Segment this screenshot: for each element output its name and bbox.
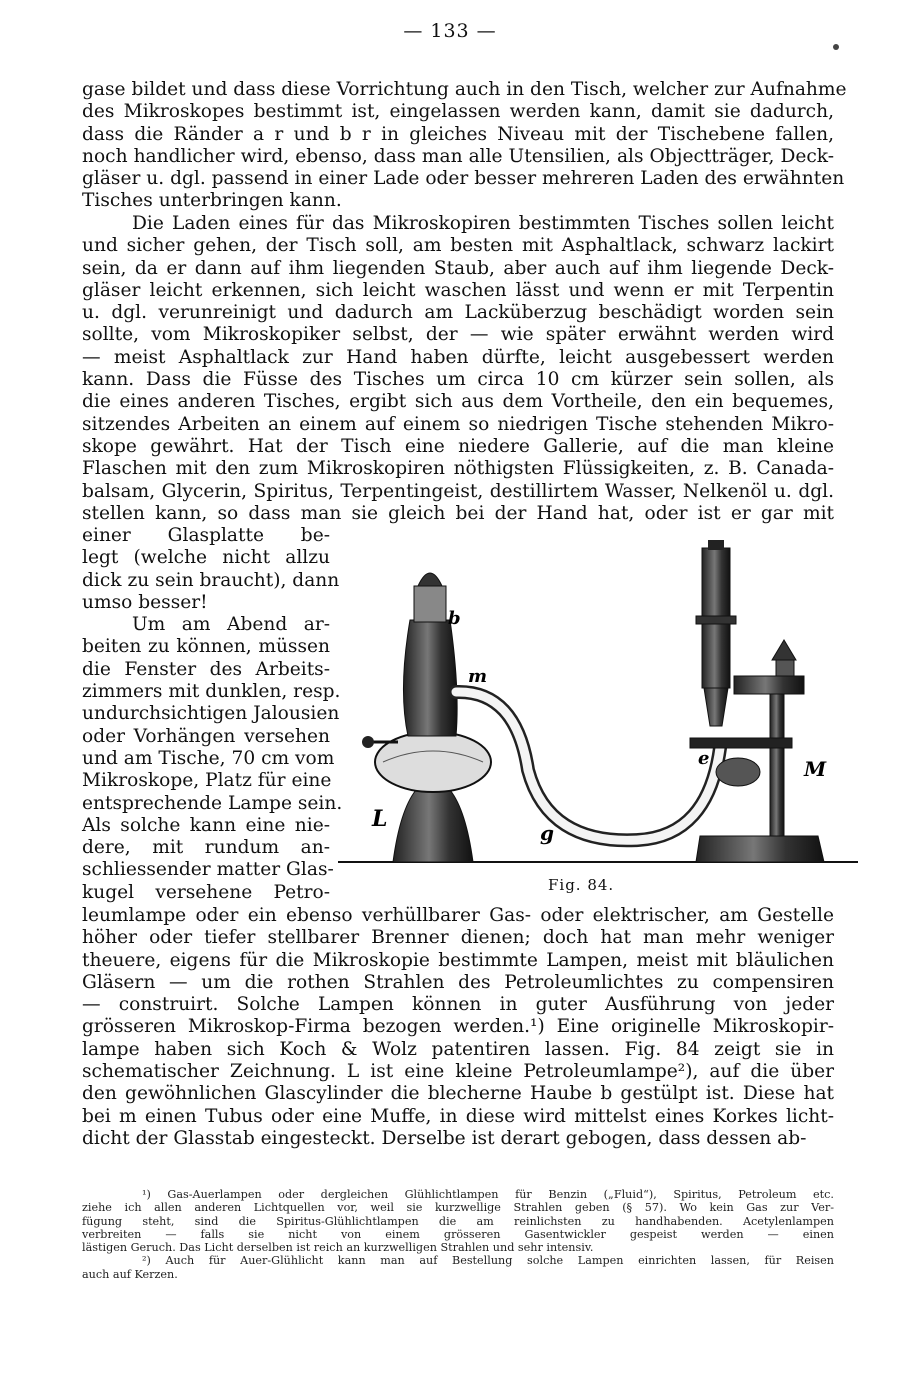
text-line: theuere, eigens für die Mikroskopie bestimmte Lampen, meist mit bläulichen [82,949,834,971]
text-line: gase bildet und dass diese Vorrichtung auch in den Tisch, welcher zur Aufnahme [82,79,847,100]
mirror-shape [716,758,760,786]
paragraph-2 [82,213,834,525]
footnote-line: ²) Auch für Auer-Glühlicht kann man auf Bestellung solche Lampen einrichten lassen, für Reisen [142,1254,834,1268]
text-line: skope gewährt. Hat der Tisch eine niedere Gallerie, auf die man kleine [82,435,834,457]
text-line: den gewöhnlichen Glascylinder die blecherne Haube b gestülpt ist. Diese hat [82,1083,834,1105]
text-line: beiten zu können, müssen [82,636,330,658]
text-line: einer Glasplatte be- [82,525,330,546]
text-line: sitzendes Arbeiten an einem auf einem so niedrigen Tische stehenden Mikro- [82,413,834,435]
text-line: Die Laden eines für das Mikroskopiren bestimmten Tisches sollen leicht [132,213,834,234]
text-line: und am Tische, 70 cm vom [82,747,335,769]
text-line: noch handlicher wird, ebenso, dass man alle Utensilien, als Objectträger, Deck- [82,145,834,167]
paragraph-3 [82,905,834,1150]
text-line: zimmers mit dunklen, resp. [82,681,341,703]
text-line: dere, mit rundum an- [82,837,330,859]
text-line: legt (welche nicht allzu [82,547,330,569]
figure-label-L: L [372,806,388,832]
text-line: sein, da er dann auf ihm liegenden Staub, aber auch auf ihm liegende Deck- [82,257,834,279]
lamp-base-shape [393,790,473,862]
figure-label-e: e [698,748,710,769]
ink-dot [833,44,839,50]
microscope-base-shape [696,836,824,862]
footnote-line: lästigen Geruch. Das Licht derselben ist reich an kurzwelligen Strahlen und sehr intensiv. [82,1241,594,1255]
footnote-line: auch auf Kerzen. [82,1267,178,1281]
text-line: leumlampe oder ein ebenso verhüllbarer Gas- oder elektrischer, am Gestelle [82,905,834,926]
text-line: entsprechende Lampe sein. [82,792,343,814]
text-line: Um am Abend ar- [132,614,330,636]
footnote-line: ¹) Gas-Auerlampen oder dergleichen Glühlichtlampen für Benzin („Fluid“), Spiritus, Petroleum etc. [142,1188,834,1201]
text-line: lampe haben sich Koch & Wolz patentiren lassen. Fig. 84 zeigt sie in [82,1038,834,1060]
text-line: des Mikroskopes bestimmt ist, eingelassen werden kann, damit sie dadurch, [82,101,834,123]
narrow-column-text [82,525,343,904]
text-line: und sicher gehen, der Tisch soll, am besten mit Asphaltlack, schwarz lackirt [82,235,834,257]
text-line: schliessender matter Glas- [82,859,334,881]
text-line: kann. Dass die Füsse des Tisches um circa 10 cm kürzer sein sollen, als [82,369,834,391]
lamp-hood-shape [403,620,457,736]
text-line: umso besser! [82,591,208,613]
figure-84-lamp-microscope [338,540,860,870]
text-line: die eines anderen Tisches, ergibt sich aus dem Vortheile, den ein bequemes, [82,391,834,413]
text-line: — construirt. Solche Lampen können in guter Ausführung von jeder [82,994,834,1016]
text-line: Mikroskope, Platz für eine [82,770,332,792]
text-line: die Fenster des Arbeits- [82,658,330,680]
text-line: oder Vorhängen versehen [82,725,330,747]
figure-label-g: g [540,821,554,845]
text-line: — meist Asphaltlack zur Hand haben dürfte, leicht ausgebessert werden [82,346,834,368]
text-line: Tisches unterbringen kann. [82,190,342,212]
text-line: u. dgl. verunreinigt und dadurch am Lacküberzug beschädigt worden sein [82,302,834,324]
text-line: Als solche kann eine nie- [82,814,330,836]
footnote-line: ziehe ich allen anderen Lichtquellen vor, weil sie kurzwellige Strahlen geben (§ 57). Wo kein Gas zur Ver- [82,1201,834,1215]
text-line: bei m einen Tubus oder eine Muffe, in diese wird mittelst eines Korkes licht- [82,1105,834,1127]
text-line: sollte, vom Mikroskopiker selbst, der — wie später erwähnt werden wird [82,324,834,346]
footnotes [82,1188,834,1281]
text-line: undurchsichtigen Jalousien [82,703,340,725]
text-line: dass die Ränder a r und b r in gleiches Niveau mit der Tischebene fallen, [82,123,834,145]
footnote-line: verbreiten — falls sie nicht von einem grösseren Gasentwickler gespeist werden — einen [82,1227,834,1241]
text-line: stellen kann, so dass man sie gleich bei der Hand hat, oder ist er gar mit [82,502,834,524]
text-line: grösseren Mikroskop-Firma bezogen werden.¹) Eine originelle Mikroskopir- [82,1016,834,1038]
text-line: gläser leicht erkennen, sich leicht waschen lässt und wenn er mit Terpentin [82,279,834,301]
figure-caption: Fig. 84. [548,876,615,894]
text-line: dicht der Glasstab eingesteckt. Derselbe ist derart gebogen, dass dessen ab- [82,1127,807,1149]
figure-label-b: b [448,608,461,629]
figure-label-m: m [468,666,488,687]
glass-rod-shape [456,692,720,840]
figure-label-M: M [804,757,827,781]
text-line: kugel versehene Petro- [82,881,330,903]
text-line: gläser u. dgl. passend in einer Lade oder besser mehreren Laden des erwähnten [82,168,845,190]
text-line: Flaschen mit den zum Mikroskopiren nöthigsten Flüssigkeiten, z. B. Canada- [82,458,834,480]
footnote-line: fügung steht, sind die Spiritus-Glühlichtlampen die am reinlichsten zu handhabenden. Acetylenlampen [82,1214,834,1228]
page-number: — 133 — [403,20,497,42]
text-line: Gläsern — um die rothen Strahlen des Petroleumlichtes zu compensiren [82,971,834,993]
text-line: dick zu sein braucht), dann [82,569,340,591]
text-line: höher oder tiefer stellbarer Brenner dienen; doch hat man mehr weniger [82,927,834,949]
paragraph-1 [82,79,847,213]
text-line: balsam, Glycerin, Spiritus, Terpentingeist, destillirtem Wasser, Nelkenöl u. dgl. [82,480,834,502]
text-line: schematischer Zeichnung. L ist eine kleine Petroleumlampe²), auf die über [82,1061,834,1083]
